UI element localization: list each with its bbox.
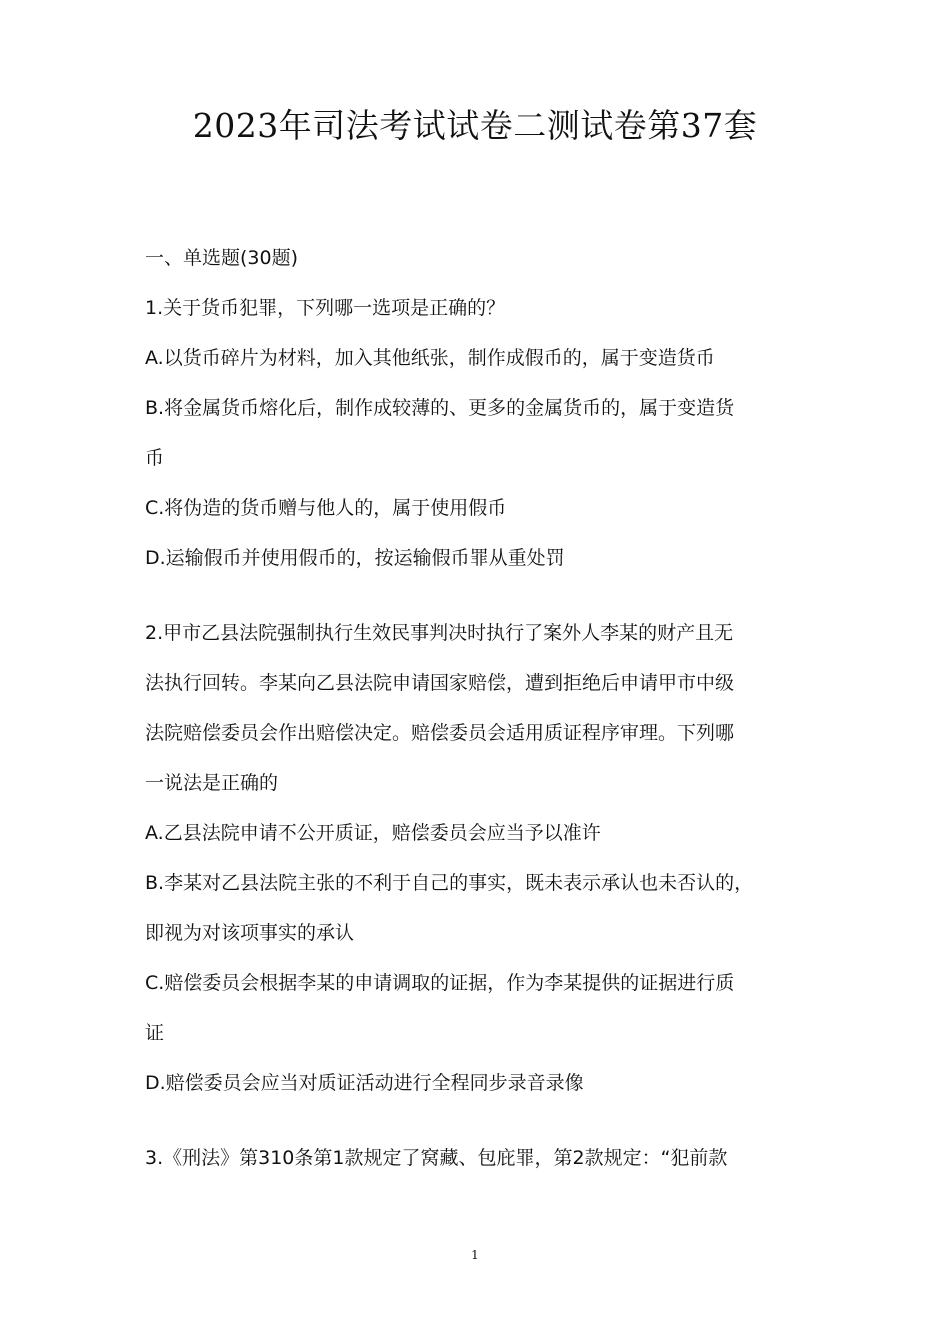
question-2-option-a: A.乙县法院申请不公开质证，赔偿委员会应当予以准许 bbox=[145, 822, 601, 844]
question-2-stem: 2.甲市乙县法院强制执行生效民事判决时执行了案外人李某的财产且无 bbox=[145, 622, 734, 644]
question-2-option-b-cont: 即视为对该项事实的承认 bbox=[145, 922, 355, 944]
question-2-option-b: B.李某对乙县法院主张的不利于自己的事实，既未表示承认也未否认的， bbox=[145, 872, 754, 894]
question-2-stem-cont: 法执行回转。李某向乙县法院申请国家赔偿，遭到拒绝后申请甲市中级 bbox=[145, 672, 735, 694]
document-title: 2023年司法考试试卷二测试卷第37套 bbox=[192, 106, 758, 145]
section-heading: 一、单选题(30题) bbox=[145, 247, 299, 269]
question-2-option-d: D.赔偿委员会应当对质证活动进行全程同步录音录像 bbox=[145, 1072, 584, 1094]
question-1-option-b: B.将金属货币熔化后，制作成较薄的、更多的金属货币的，属于变造货 bbox=[145, 397, 735, 419]
question-3-stem: 3.《刑法》第310条第1款规定了窝藏、包庇罪，第2款规定：“犯前款 bbox=[145, 1147, 728, 1169]
question-2-stem-cont: 一说法是正确的 bbox=[145, 772, 279, 794]
question-1-option-a: A.以货币碎片为材料，加入其他纸张，制作成假币的，属于变造货币 bbox=[145, 347, 715, 369]
question-2-option-c-cont: 证 bbox=[145, 1022, 165, 1044]
question-1-option-b-cont: 币 bbox=[145, 447, 165, 469]
question-1-option-d: D.运输假币并使用假币的，按运输假币罪从重处罚 bbox=[145, 547, 565, 569]
question-1-option-c: C.将伪造的货币赠与他人的，属于使用假币 bbox=[145, 497, 507, 519]
question-2-stem-cont: 法院赔偿委员会作出赔偿决定。赔偿委员会适用质证程序审理。下列哪 bbox=[145, 722, 735, 744]
question-1-stem: 1.关于货币犯罪，下列哪一选项是正确的？ bbox=[145, 297, 506, 319]
page-number: 1 bbox=[471, 1248, 479, 1262]
question-2-option-c: C.赔偿委员会根据李某的申请调取的证据，作为李某提供的证据进行质 bbox=[145, 972, 735, 994]
